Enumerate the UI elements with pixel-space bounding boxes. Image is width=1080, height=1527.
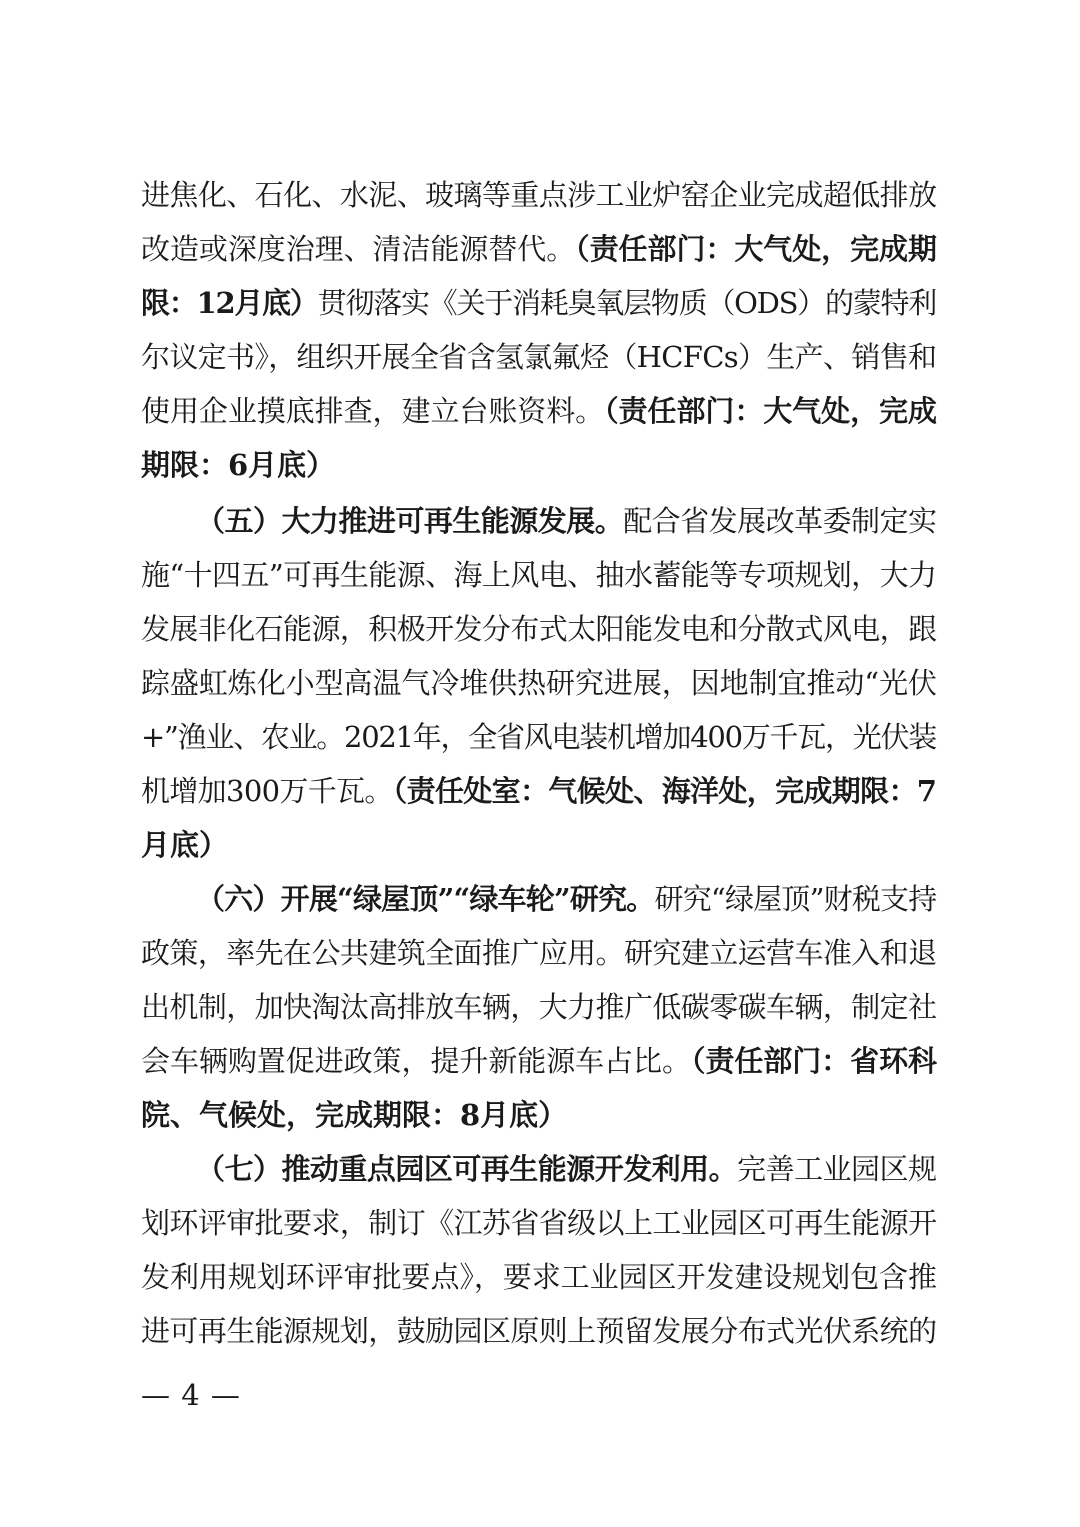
text-line-20: 划环评审批要求，制订《江苏省省级以上工业园区可再生能源开 — [141, 1206, 937, 1240]
text-line-13: 月底） — [141, 828, 229, 862]
text-line-2: 改造或深度治理、清洁能源替代。（责任部门：大气处，完成期 — [141, 232, 937, 266]
text-line-1: 进焦化、石化、水泥、玻璃等重点涉工业炉窑企业完成超低排放 — [141, 178, 937, 212]
text-line-17: 会车辆购置促进政策，提升新能源车占比。（责任部门：省环科 — [141, 1044, 937, 1078]
text-line-11: +”渔业、农业。2021年，全省风电装机增加400万千瓦，光伏装 — [141, 720, 936, 754]
text-line-4: 尔议定书》，组织开展全省含氢氯氟烃（HCFCs）生产、销售和 — [141, 340, 937, 374]
section-heading-5: （五）大力推进可再生能源发展。配合省发展改革委制定实 — [196, 504, 937, 538]
text-line-12: 机增加300万千瓦。（责任处室：气候处、海洋处，完成期限：7 — [141, 774, 937, 808]
text-line-9: 发展非化石能源，积极开发分布式太阳能发电和分散式风电，跟 — [141, 612, 937, 646]
text-line-18: 院、气候处，完成期限：8月底） — [141, 1098, 568, 1132]
text-line-8: 施“十四五”可再生能源、海上风电、抽水蓄能等专项规划，大力 — [141, 558, 937, 592]
text-line-6: 期限：6月底） — [141, 448, 336, 482]
section-heading-6: （六）开展“绿屋顶”“绿车轮”研究。研究“绿屋顶”财税支持 — [196, 882, 937, 916]
text-line-21: 发利用规划环评审批要点》，要求工业园区开发建设规划包含推 — [141, 1260, 937, 1294]
section-heading-7: （七）推动重点园区可再生能源开发利用。完善工业园区规 — [196, 1152, 937, 1186]
text-line-22: 进可再生能源规划，鼓励园区原则上预留发展分布式光伏系统的 — [141, 1314, 937, 1348]
text-line-16: 出机制，加快淘汰高排放车辆，大力推广低碳零碳车辆，制定社 — [141, 990, 937, 1024]
text-line-10: 踪盛虹炼化小型高温气冷堆供热研究进展，因地制宜推动“光伏 — [141, 666, 937, 700]
page-number: — 4 — — [141, 1378, 241, 1412]
text-line-5: 使用企业摸底排查，建立台账资料。（责任部门：大气处，完成 — [141, 394, 937, 428]
text-line-15: 政策，率先在公共建筑全面推广应用。研究建立运营车准入和退 — [141, 936, 937, 970]
text-line-3: 限：12月底）贯彻落实《关于消耗臭氧层物质（ODS）的蒙特利 — [141, 286, 937, 320]
